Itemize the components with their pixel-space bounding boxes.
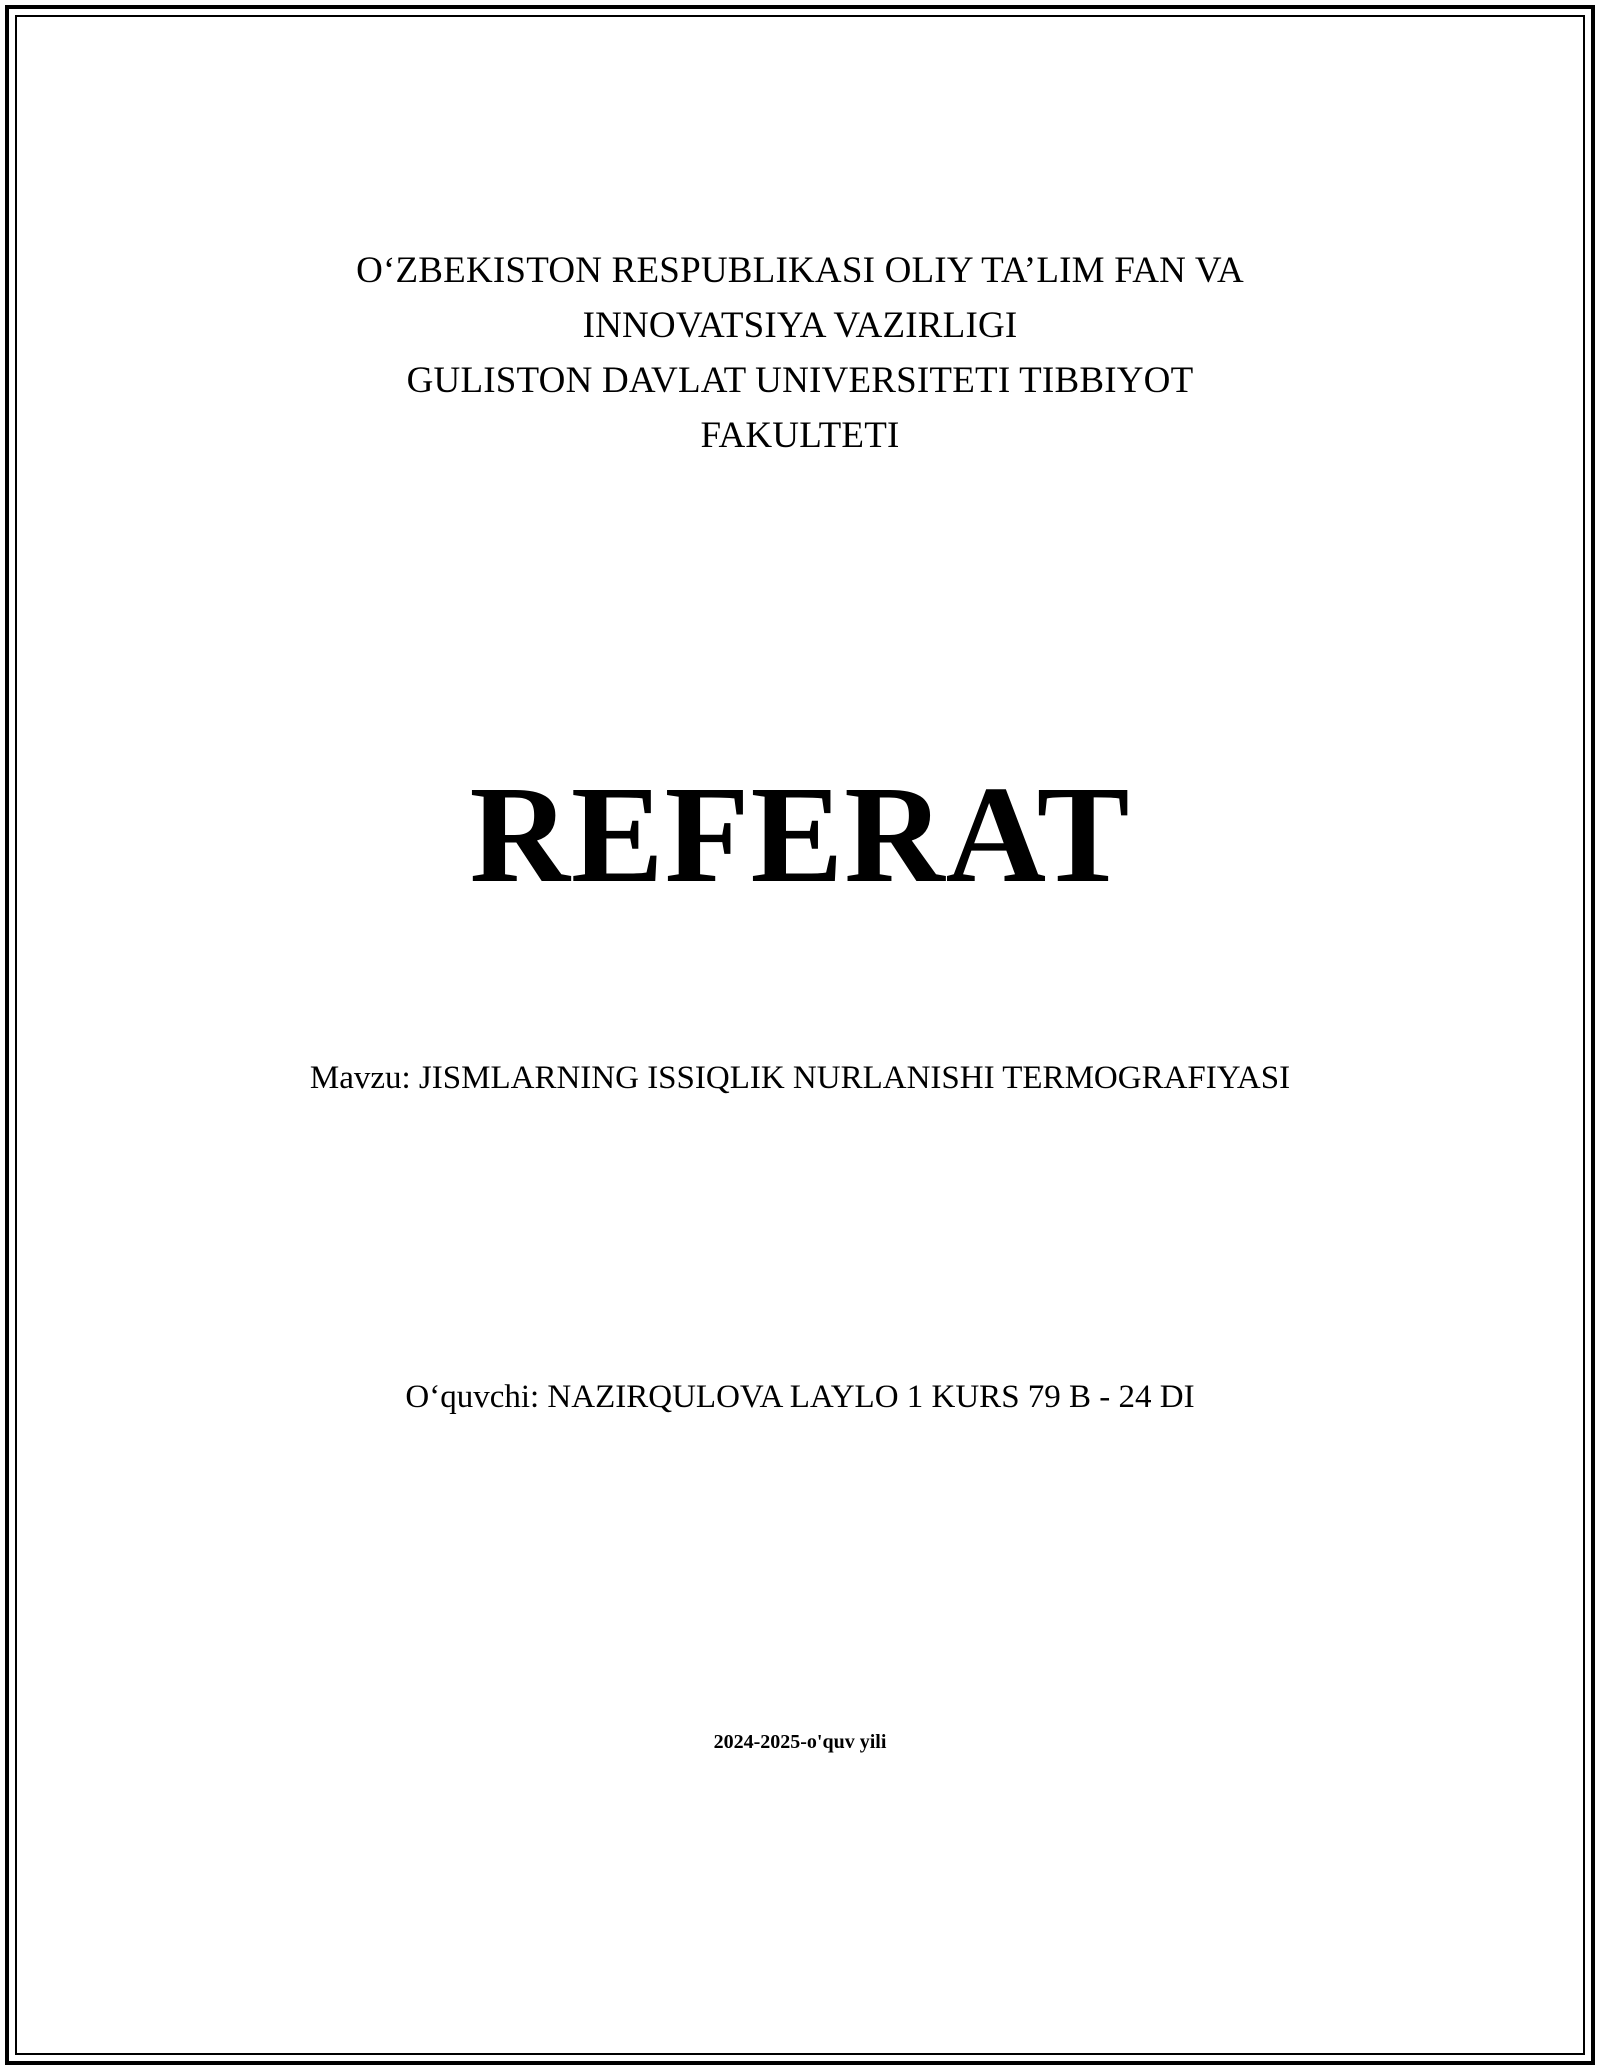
header-line-university-1: GULISTON DAVLAT UNIVERSITETI TIBBIYOT [406, 360, 1194, 401]
topic-line: Mavzu: JISMLARNING ISSIQLIK NURLANISHI TERMOGRAFIYASI [309, 1060, 1291, 1096]
academic-year: 2024-2025-o'quv yili [713, 1731, 887, 1753]
header-line-ministry-2: INNOVATSIYA VAZIRLIGI [582, 305, 1018, 346]
student-line: O‘quvchi: NAZIRQULOVA LAYLO 1 KURS 79 B - 24 DI [405, 1379, 1195, 1415]
document-title: REFERAT [469, 758, 1131, 912]
header-line-university-2: FAKULTETI [700, 415, 900, 456]
header-line-ministry-1: O‘ZBEKISTON RESPUBLIKASI OLIY TA’LIM FAN VA [356, 250, 1244, 291]
institution-header [0, 243, 1600, 463]
